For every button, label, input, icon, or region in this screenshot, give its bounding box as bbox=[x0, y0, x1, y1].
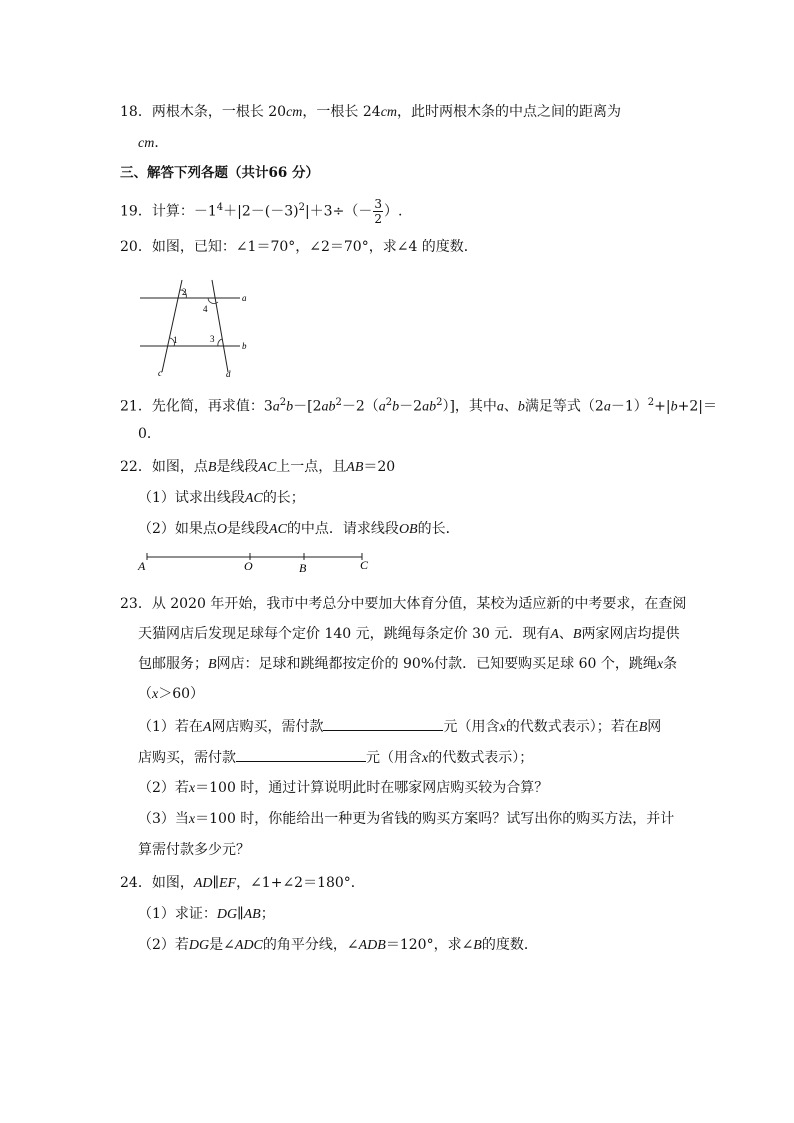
variable: AC bbox=[269, 522, 287, 537]
label-angle-3: 3 bbox=[210, 334, 215, 344]
text: 是∠ bbox=[209, 937, 235, 953]
text: 元（用含 bbox=[443, 719, 500, 735]
text: ＝100 时，你能给出一种更为省钱的购买方案吗？试写出你的购买方法，并计 bbox=[195, 811, 675, 827]
q23-line2 bbox=[138, 624, 679, 645]
text: ＝100 时，通过计算说明此时在哪家网店购买较为合算？ bbox=[195, 780, 549, 796]
text: －1 bbox=[193, 203, 217, 220]
text: －[2 bbox=[293, 398, 322, 415]
text: 满足等式（2 bbox=[524, 398, 604, 415]
text: （1）求证： bbox=[138, 906, 217, 922]
text: 24．如图， bbox=[120, 875, 194, 891]
label-angle-2: 2 bbox=[182, 287, 187, 297]
text: 的度数． bbox=[481, 937, 538, 953]
variable: b bbox=[517, 399, 525, 415]
point-a-label: A bbox=[138, 559, 146, 573]
q23-part3-line1 bbox=[138, 809, 674, 830]
variable: ADB bbox=[358, 938, 386, 953]
text: 18．两根木条，一根长 20 bbox=[120, 104, 287, 120]
text: 是线段 bbox=[216, 459, 259, 475]
text: －1） bbox=[610, 398, 648, 415]
point-b-label: B bbox=[299, 561, 307, 575]
line-d bbox=[212, 280, 228, 372]
q23-part1-line2 bbox=[138, 747, 533, 769]
text: 22．如图，点 bbox=[120, 459, 208, 475]
q24-part2 bbox=[138, 935, 538, 956]
variable: B bbox=[208, 657, 217, 672]
text: 是线段 bbox=[227, 521, 270, 537]
text: 的中点．请求线段 bbox=[286, 521, 399, 537]
q20-figure bbox=[130, 272, 260, 380]
variable: ab bbox=[422, 399, 437, 415]
q22-part2 bbox=[138, 519, 460, 540]
text: 19．计算： bbox=[120, 203, 194, 220]
q23-part1-line1 bbox=[138, 716, 661, 738]
text: ∥ bbox=[237, 906, 244, 922]
variable: x bbox=[188, 781, 196, 796]
text: （1）若在 bbox=[138, 719, 203, 735]
text: ； bbox=[260, 906, 275, 922]
text: 天猫网店后发现足球每个定价 140 元，跳绳每条定价 30 元．现有 bbox=[138, 626, 551, 642]
text: ，此时两根木条的中点之间的距离为 bbox=[397, 104, 622, 120]
text: ＋|2－(－3) bbox=[223, 203, 299, 220]
section-title: 三、解答下列各题（共计66 分） bbox=[120, 165, 319, 181]
text: （3）当 bbox=[138, 811, 189, 827]
text: ，∠1+∠2＝180°． bbox=[236, 875, 365, 891]
unit: cm bbox=[286, 105, 303, 120]
label-a: a bbox=[242, 293, 247, 303]
exponent: 2 bbox=[298, 201, 305, 213]
exponent: 2 bbox=[335, 397, 342, 408]
text: 上一点，且 bbox=[276, 459, 347, 475]
q24-line1 bbox=[120, 873, 365, 894]
exponent: 2 bbox=[279, 397, 287, 408]
q22-line1 bbox=[120, 457, 395, 478]
q21-line2: 0． bbox=[138, 426, 161, 442]
text: |＋3÷（－ bbox=[304, 203, 373, 220]
variable: A bbox=[202, 720, 212, 735]
text: 条 bbox=[663, 656, 678, 672]
q18-line1 bbox=[120, 102, 621, 123]
text: ，一根长 24 bbox=[302, 104, 381, 120]
variable: x bbox=[656, 657, 664, 672]
text: +2|＝ bbox=[677, 398, 717, 415]
q18-line2 bbox=[138, 133, 168, 154]
variable: x bbox=[188, 812, 196, 827]
angle-arc-3 bbox=[218, 339, 222, 346]
variable: B bbox=[638, 720, 648, 735]
q21-line1 bbox=[120, 393, 717, 418]
variable: x bbox=[499, 720, 506, 735]
q24-part1 bbox=[138, 904, 275, 925]
text: ∥ bbox=[212, 875, 219, 891]
variable: AC bbox=[244, 491, 263, 506]
variable: AD bbox=[193, 876, 213, 891]
variable: B bbox=[473, 938, 482, 953]
variable: EF bbox=[218, 876, 237, 891]
variable: x bbox=[152, 687, 159, 702]
text: （2）若 bbox=[138, 780, 189, 796]
text: 包邮服务； bbox=[138, 656, 208, 672]
angle-arc-4 bbox=[208, 298, 218, 304]
text: 的代数式表示）；若在 bbox=[505, 719, 639, 735]
q19-line bbox=[120, 197, 402, 226]
q23-line3 bbox=[138, 654, 677, 675]
text: 的角平分线，∠ bbox=[262, 937, 359, 953]
variable: x bbox=[422, 751, 429, 766]
q23-part3-line2: 算需付款多少元？ bbox=[138, 842, 250, 858]
text: ）]，其中 bbox=[442, 398, 497, 415]
variable: b bbox=[670, 399, 678, 415]
text: 的代数式表示）； bbox=[428, 750, 534, 766]
exponent: 4 bbox=[216, 201, 224, 213]
label-c: c bbox=[158, 368, 162, 378]
answer-blank-a[interactable] bbox=[323, 716, 443, 731]
text: 、 bbox=[503, 398, 518, 415]
variable: a bbox=[378, 399, 386, 415]
variable: B bbox=[207, 460, 217, 475]
exponent: 2 bbox=[647, 397, 655, 408]
fraction bbox=[373, 197, 383, 226]
unit: cm bbox=[380, 105, 398, 120]
variable: ADC bbox=[234, 938, 263, 953]
text: +| bbox=[654, 398, 671, 415]
variable: a bbox=[272, 399, 280, 415]
variable: OB bbox=[398, 522, 418, 537]
text: ＞60） bbox=[158, 686, 205, 702]
text: －2 bbox=[399, 398, 423, 415]
denominator: 2 bbox=[374, 212, 382, 226]
variable: AC bbox=[258, 460, 277, 475]
text: 元（用含 bbox=[366, 750, 422, 766]
q23-part2 bbox=[138, 778, 548, 799]
variable: a bbox=[496, 399, 504, 415]
point-o-label: O bbox=[244, 559, 253, 573]
text: 21．先化简，再求值：3 bbox=[120, 398, 273, 415]
text: （2）如果点 bbox=[138, 521, 217, 537]
variable: AB bbox=[346, 460, 364, 475]
variable: O bbox=[216, 522, 228, 537]
label-angle-4: 4 bbox=[203, 304, 208, 314]
text: （2）若 bbox=[138, 937, 189, 953]
q20-line: 20．如图，已知：∠1＝70°，∠2＝70°，求∠4 的度数． bbox=[120, 239, 478, 255]
label-b: b bbox=[242, 341, 247, 351]
label-d: d bbox=[226, 369, 231, 379]
unit: cm bbox=[138, 136, 155, 151]
text: 网店：足球和跳绳都按定价的 90%付款．已知要购买足球 60 个，跳绳 bbox=[216, 656, 657, 672]
variable: DG bbox=[216, 907, 238, 922]
point-c-label: C bbox=[360, 558, 369, 572]
answer-blank-b[interactable] bbox=[236, 747, 366, 762]
variable: DG bbox=[188, 938, 210, 953]
text: －2（ bbox=[341, 398, 379, 415]
q22-part1 bbox=[138, 488, 305, 509]
variable: b bbox=[392, 399, 400, 415]
text: （ bbox=[138, 686, 152, 702]
text: 的长． bbox=[417, 521, 460, 537]
exponent: 2 bbox=[436, 397, 443, 408]
text: 网 bbox=[647, 719, 662, 735]
text: （1）试求出线段 bbox=[138, 490, 245, 506]
exponent: 2 bbox=[385, 397, 393, 408]
text: ）. bbox=[383, 203, 403, 220]
variable: B bbox=[572, 627, 582, 642]
variable: b bbox=[286, 399, 294, 415]
variable: a bbox=[603, 399, 611, 415]
line-c bbox=[162, 280, 182, 372]
q23-line1: 23．从 2020 年开始，我市中考总分中要加大体育分值，某校为适应新的中考要求，在查阅 bbox=[120, 596, 687, 612]
text: 两家网店均提供 bbox=[581, 626, 680, 642]
variable: AB bbox=[243, 907, 261, 922]
text: 店购买，需付款 bbox=[138, 750, 236, 766]
variable: ab bbox=[321, 399, 336, 415]
variable: A bbox=[550, 627, 559, 642]
q23-line4 bbox=[138, 684, 204, 705]
text: ． bbox=[154, 135, 169, 151]
text: ＝120°，求∠ bbox=[385, 937, 474, 953]
numerator: 3 bbox=[374, 197, 382, 211]
text: 的长； bbox=[262, 490, 305, 506]
text: ＝20 bbox=[363, 459, 396, 475]
label-angle-1: 1 bbox=[173, 335, 178, 345]
text: 网店购买，需付款 bbox=[211, 719, 324, 735]
text: 、 bbox=[558, 626, 573, 642]
q22-segment-figure bbox=[134, 550, 384, 578]
